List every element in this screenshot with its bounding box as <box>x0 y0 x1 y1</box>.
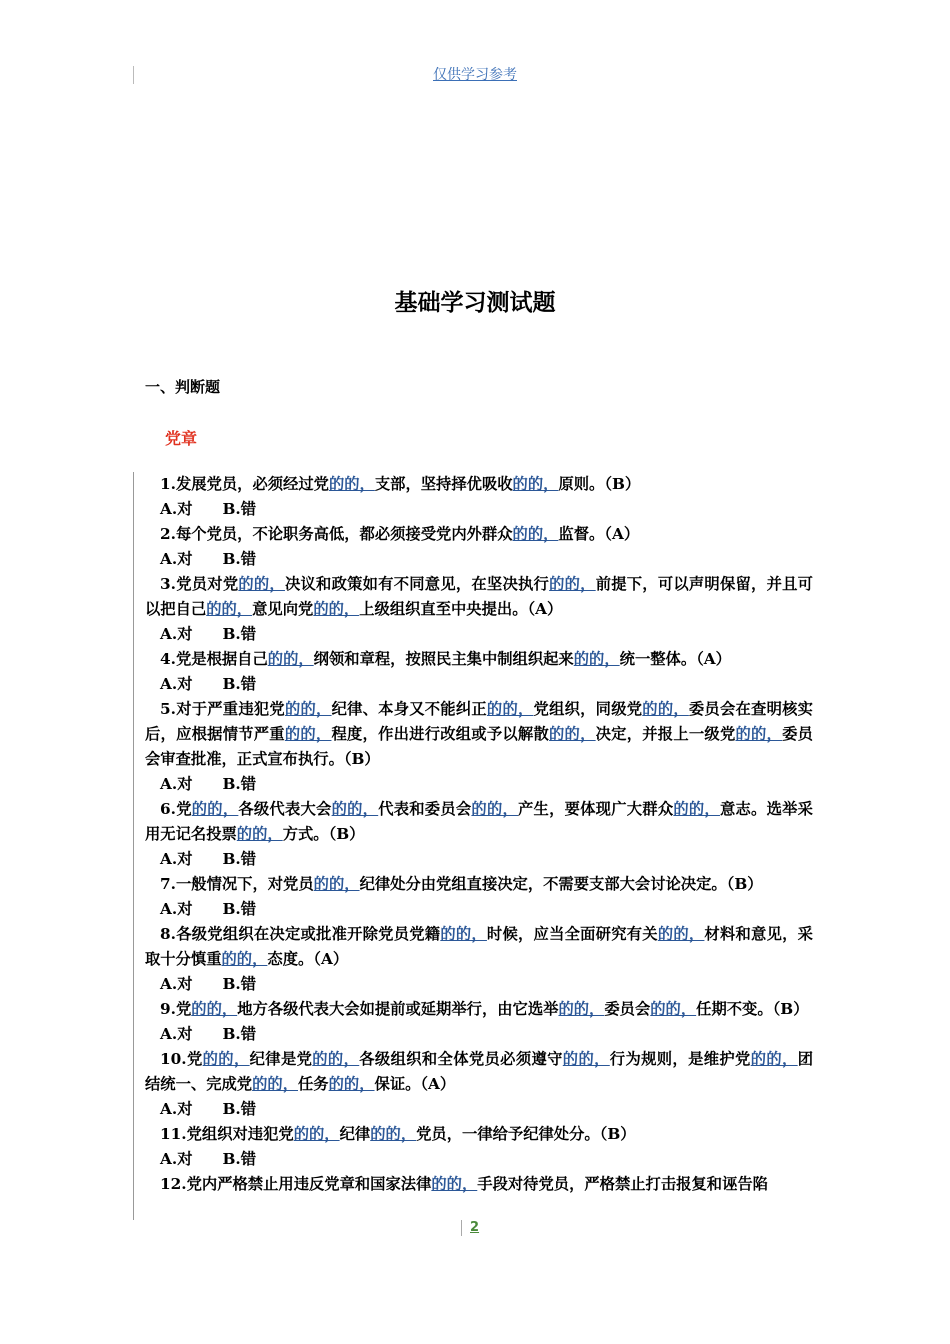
answer-option: A.对 <box>160 1150 193 1168</box>
inserted-text: 的的， <box>191 1000 238 1018</box>
inserted-text: 的的， <box>642 700 689 718</box>
question-segment: 11.党组织对违犯党 <box>160 1125 294 1143</box>
inserted-text: 的的， <box>549 575 596 593</box>
question-text <box>145 1047 813 1097</box>
answer-option: A.对 <box>160 1025 193 1043</box>
answer-option: A.对 <box>160 900 193 918</box>
question-segment: 时候，应当全面研究有关 <box>486 925 658 943</box>
inserted-text: 的的， <box>657 925 705 943</box>
inserted-text: 的的， <box>252 1075 298 1093</box>
question-segment: 纪律处分由党组直接决定，不需要支部大会讨论决定。（B） <box>359 875 763 893</box>
inserted-text: 的的， <box>328 1075 375 1093</box>
question-segment: 手段对待党员，严格禁止打击报复和诬告陷 <box>477 1175 768 1193</box>
answer-options <box>145 897 813 922</box>
question-segment: 行为规则，是维护党 <box>609 1050 751 1068</box>
question-segment: 决定，并报上一级党 <box>595 725 736 743</box>
answer-option: B.错 <box>222 1100 257 1118</box>
inserted-text: 的的， <box>573 650 620 668</box>
question-text <box>145 1122 813 1147</box>
question-segment: 党组织，同级党 <box>533 700 643 718</box>
answer-options <box>145 1022 813 1047</box>
question-segment: 委员会在查明核实后，应根据情节严重 <box>145 700 813 743</box>
question-segment: 意志。选举采用无记名投票 <box>145 800 813 843</box>
question-segment: 材料和意见，采取十分慎重 <box>145 925 813 968</box>
question-segment: 12.党内严格禁止用违反党章和国家法律 <box>160 1175 432 1193</box>
answer-option: B.错 <box>222 1025 257 1043</box>
answer-options <box>145 622 813 647</box>
inserted-text: 的的， <box>313 600 360 618</box>
question-segment: 任务 <box>298 1075 329 1093</box>
question-text <box>145 797 813 847</box>
answer-option: B.错 <box>222 775 257 793</box>
inserted-text: 的的， <box>562 1050 610 1068</box>
question-text <box>145 572 813 622</box>
inserted-text: 的的， <box>735 725 783 743</box>
answer-option: B.错 <box>222 500 257 518</box>
answer-option: B.错 <box>222 975 257 993</box>
question-segment: 各级代表大会 <box>238 800 332 818</box>
question-text <box>145 872 813 897</box>
question-text <box>145 1172 813 1197</box>
question-segment: 监督。（A） <box>558 525 640 543</box>
inserted-text: 的的， <box>471 800 519 818</box>
question-text <box>145 647 813 672</box>
question-segment: 代表和委员会 <box>378 800 472 818</box>
inserted-text: 的的， <box>331 800 379 818</box>
inserted-text: 的的， <box>293 1125 340 1143</box>
question-segment: 5.对于严重违犯党 <box>160 700 285 718</box>
answer-option: A.对 <box>160 1100 193 1118</box>
question-segment: 6.党 <box>160 800 192 818</box>
inserted-text: 的的， <box>284 725 332 743</box>
inserted-text: 的的， <box>750 1050 798 1068</box>
answer-option: A.对 <box>160 850 193 868</box>
subsection-heading: 党章 <box>165 429 198 448</box>
answer-options <box>145 772 813 797</box>
question-segment: 态度。（A） <box>267 950 349 968</box>
question-text <box>145 522 813 547</box>
inserted-text: 的的， <box>440 925 487 943</box>
question-segment: 意见向党 <box>252 600 314 618</box>
inserted-text: 的的， <box>370 1125 417 1143</box>
inserted-text: 的的， <box>673 800 720 818</box>
question-segment: 4.党是根据自己 <box>160 650 268 668</box>
answer-option: B.错 <box>222 550 257 568</box>
question-text <box>145 697 813 772</box>
inserted-text: 的的， <box>558 1000 605 1018</box>
answer-options <box>145 547 813 572</box>
answer-option: B.错 <box>222 1150 257 1168</box>
question-segment: 10.党 <box>160 1050 203 1068</box>
inserted-text: 的的， <box>486 700 534 718</box>
inserted-text: 的的， <box>202 1050 250 1068</box>
inserted-text: 的的， <box>549 725 596 743</box>
question-segment: 程度，作出进行改组或予以解散 <box>331 725 550 743</box>
question-segment: 保证。（A） <box>374 1075 456 1093</box>
answer-options <box>145 1097 813 1122</box>
question-segment: 原则。（B） <box>558 475 641 493</box>
answer-option: B.错 <box>222 900 257 918</box>
page-header: 仅供学习参考 <box>433 67 517 83</box>
answer-option: A.对 <box>160 975 193 993</box>
inserted-text: 的的， <box>267 650 314 668</box>
question-text <box>145 997 813 1022</box>
answer-option: A.对 <box>160 625 193 643</box>
inserted-text: 的的， <box>236 825 283 843</box>
footer-change-mark <box>461 1220 462 1236</box>
question-segment: 2.每个党员，不论职务高低，都必须接受党内外群众 <box>160 525 513 543</box>
answer-option: B.错 <box>222 850 257 868</box>
question-list <box>145 472 813 1197</box>
answer-options <box>145 672 813 697</box>
question-segment: 8.各级党组织在决定或批准开除党员党籍 <box>160 925 441 943</box>
inserted-text: 的的， <box>284 700 332 718</box>
inserted-text: 的的， <box>312 1050 360 1068</box>
inserted-text: 的的， <box>191 800 239 818</box>
inserted-text: 的的， <box>512 475 559 493</box>
question-text <box>145 922 813 972</box>
answer-options <box>145 847 813 872</box>
question-segment: 纪律是党 <box>249 1050 313 1068</box>
question-text <box>145 472 813 497</box>
question-segment: 纪律、本身又不能纠正 <box>331 700 487 718</box>
question-segment: 纲领和章程，按照民主集中制组织起来 <box>313 650 574 668</box>
question-segment: 上级组织直至中央提出。（A） <box>359 600 563 618</box>
answer-option: A.对 <box>160 775 193 793</box>
answer-options <box>145 497 813 522</box>
answer-option: A.对 <box>160 550 193 568</box>
question-segment: 方式。（B） <box>282 825 365 843</box>
question-segment: 地方各级代表大会如提前或延期举行，由它选举 <box>237 1000 559 1018</box>
question-segment: 任期不变。（B） <box>696 1000 809 1018</box>
question-segment: 团结统一、完成党 <box>145 1050 813 1093</box>
question-segment: 1.发展党员，必须经过党 <box>160 475 329 493</box>
inserted-text: 的的， <box>512 525 559 543</box>
question-segment: 委员会审查批准，正式宣布执行。（B） <box>145 725 813 768</box>
inserted-text: 的的， <box>221 950 268 968</box>
section-heading: 一、判断题 <box>145 378 221 396</box>
answer-option: A.对 <box>160 500 193 518</box>
question-segment: 委员会 <box>604 1000 651 1018</box>
question-segment: 3.党员对党 <box>160 575 239 593</box>
inserted-text: 的的， <box>650 1000 697 1018</box>
answer-option: B.错 <box>222 675 257 693</box>
document-title: 基础学习测试题 <box>394 290 556 316</box>
question-segment: 党员，一律给予纪律处分。（B） <box>416 1125 636 1143</box>
answer-option: A.对 <box>160 675 193 693</box>
page-number: 2 <box>470 1220 480 1235</box>
inserted-text: 的的， <box>431 1175 478 1193</box>
revision-change-bar <box>133 472 134 1220</box>
answer-option: B.错 <box>222 625 257 643</box>
question-segment: 7.一般情况下，对党员 <box>160 875 314 893</box>
inserted-text: 的的， <box>313 875 360 893</box>
question-segment: 纪律 <box>339 1125 371 1143</box>
inserted-text: 的的， <box>206 600 253 618</box>
question-segment: 前提下，可以声明保留，并且可以把自己 <box>145 575 813 618</box>
question-segment: 决议和政策如有不同意见，在坚决执行 <box>284 575 550 593</box>
inserted-text: 的的， <box>328 475 375 493</box>
answer-options <box>145 972 813 997</box>
inserted-text: 的的， <box>238 575 285 593</box>
question-segment: 各级组织和全体党员必须遵守 <box>359 1050 563 1068</box>
question-segment: 9.党 <box>160 1000 192 1018</box>
answer-options <box>145 1147 813 1172</box>
question-segment: 统一整体。（A） <box>619 650 731 668</box>
question-segment: 支部，坚持择优吸收 <box>374 475 513 493</box>
question-segment: 产生，要体现广大群众 <box>518 800 674 818</box>
